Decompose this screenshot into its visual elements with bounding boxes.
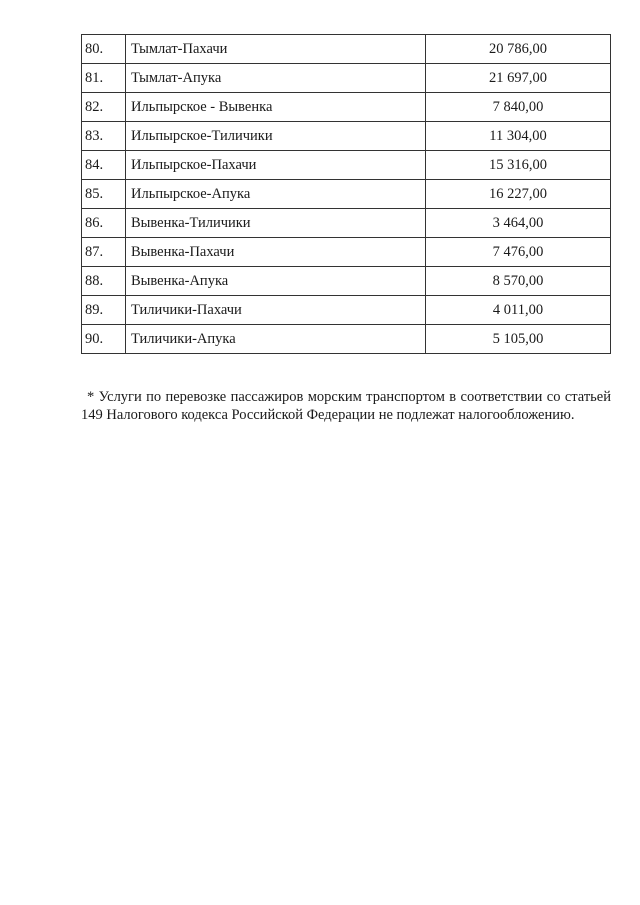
route-price: 15 316,00: [426, 151, 611, 180]
row-number: 87.: [82, 238, 126, 267]
route-name: Тиличики-Апука: [126, 325, 426, 354]
route-name: Ильпырское-Апука: [126, 180, 426, 209]
row-number: 80.: [82, 35, 126, 64]
route-price: 4 011,00: [426, 296, 611, 325]
row-number: 88.: [82, 267, 126, 296]
route-price: 5 105,00: [426, 325, 611, 354]
table-row: [82, 325, 611, 354]
route-price: 3 464,00: [426, 209, 611, 238]
route-price: 20 786,00: [426, 35, 611, 64]
route-name: Вывенка-Пахачи: [126, 238, 426, 267]
row-number: 84.: [82, 151, 126, 180]
route-name: Вывенка-Апука: [126, 267, 426, 296]
table-row: [82, 238, 611, 267]
route-price: 16 227,00: [426, 180, 611, 209]
row-number: 83.: [82, 122, 126, 151]
row-number: 86.: [82, 209, 126, 238]
route-name: Ильпырское-Тиличики: [126, 122, 426, 151]
table-row: [82, 267, 611, 296]
row-number: 81.: [82, 64, 126, 93]
table-row: [82, 93, 611, 122]
route-name: Тымлат-Пахачи: [126, 35, 426, 64]
tax-footnote: * Услуги по перевозке пассажиров морским транспортом в соответствии со статьей 149 Налогового кодекса Российской Федерации не подлежат налогообложению.: [81, 388, 611, 423]
route-price: 7 476,00: [426, 238, 611, 267]
route-price: 11 304,00: [426, 122, 611, 151]
table-row: [82, 35, 611, 64]
table-row: [82, 151, 611, 180]
table-row: [82, 296, 611, 325]
row-number: 82.: [82, 93, 126, 122]
table-row: [82, 209, 611, 238]
row-number: 89.: [82, 296, 126, 325]
route-price: 7 840,00: [426, 93, 611, 122]
table-row: [82, 180, 611, 209]
route-price: 21 697,00: [426, 64, 611, 93]
route-name: Ильпырское-Пахачи: [126, 151, 426, 180]
row-number: 90.: [82, 325, 126, 354]
tariff-table: [81, 34, 611, 354]
row-number: 85.: [82, 180, 126, 209]
table-row: [82, 64, 611, 93]
route-price: 8 570,00: [426, 267, 611, 296]
route-name: Вывенка-Тиличики: [126, 209, 426, 238]
route-name: Тымлат-Апука: [126, 64, 426, 93]
table-row: [82, 122, 611, 151]
route-name: Тиличики-Пахачи: [126, 296, 426, 325]
route-name: Ильпырское - Вывенка: [126, 93, 426, 122]
tariff-table-body: [82, 35, 611, 354]
